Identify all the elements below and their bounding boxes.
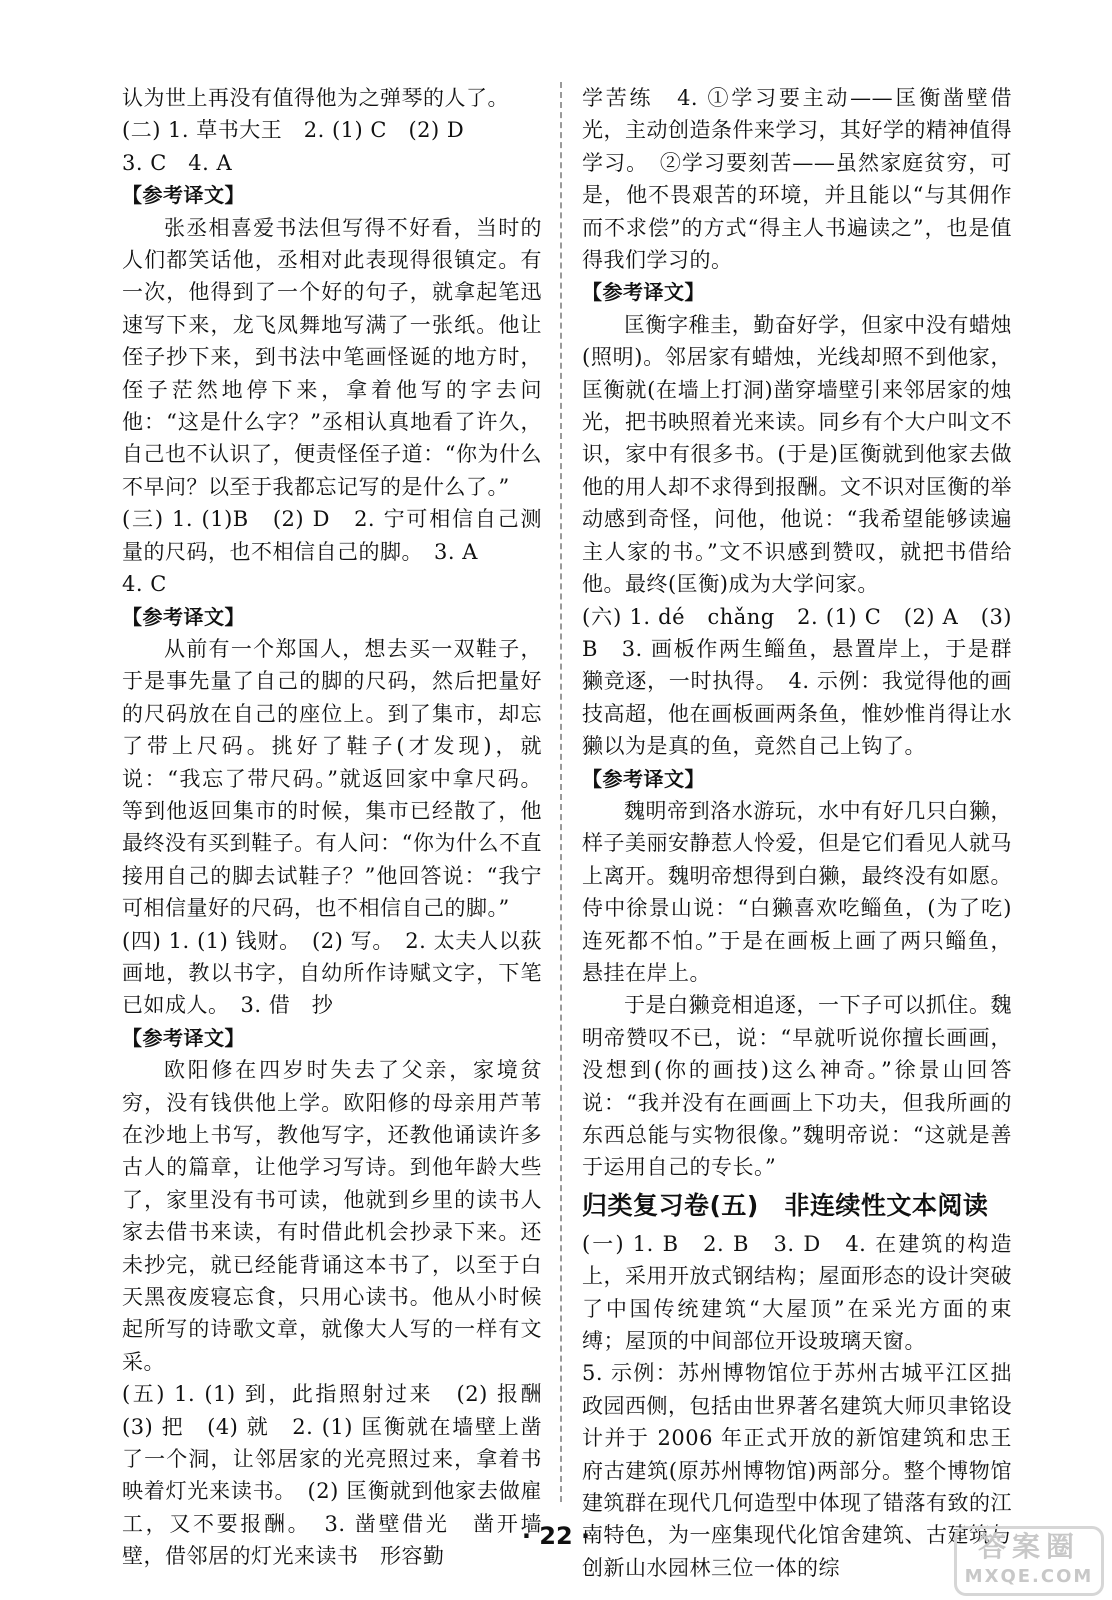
answer-paragraph: 3. C 4. A	[122, 150, 233, 175]
column-divider	[560, 82, 562, 1502]
right-column	[582, 82, 1012, 1584]
section-title: 归类复习卷(五) 非连续性文本阅读	[582, 1190, 989, 1220]
answer-paragraph: 4. C	[122, 572, 167, 597]
reference-translation-label: 【参考译文】	[582, 766, 705, 791]
reference-translation-label: 【参考译文】	[122, 183, 245, 208]
answer-paragraph: (六) 1. dé chǎng 2. (1) C (2) A (3) B 3. 画板作两生鲻鱼，悬置岸上，于是群獭竞逐，一时执得。 4. 示例：我觉得他的画技高超，他在画板画两条鱼，惟妙惟肖得让水獭以为是真的鱼，竟然自己上钩了。	[582, 604, 1012, 759]
translation-paragraph: 匡衡字稚圭，勤奋好学，但家中没有蜡烛(照明)。邻居家有蜡烛，光线却照不到他家，匡衡就(在墙上打洞)凿穿墙壁引来邻居家的烛光，把书映照着光来读。同乡有个大户叫文不识，家中有很多书。(于是)匡衡就到他家去做他的用人却不求得到报酬。文不识对匡衡的举动感到奇怪，问他，他说：“我希望能够读遍主人家的书。”文不识感到赞叹，就把书借给他。最终(匡衡)成为大学问家。	[582, 312, 1012, 597]
translation-paragraph: 欧阳修在四岁时失去了父亲，家境贫穷，没有钱供他上学。欧阳修的母亲用芦苇在沙地上书写，教他写字，还教他诵读许多古人的篇章，让他学习写诗。到他年龄大些了，家里没有书可读，他就到乡里的读书人家去借书来读，有时借此机会抄录下来。还未抄完，就已经能背诵这本书了，以至于白天黑夜废寝忘食，只用心读书。他从小时候起所写的诗歌文章，就像大人写的一样有文采。	[122, 1058, 542, 1374]
reference-translation-label: 【参考译文】	[122, 1025, 245, 1050]
answer-paragraph: (三) 1. (1)B (2) D 2. 宁可相信自己测量的尺码，也不相信自己的脚。 3. A	[122, 507, 542, 564]
translation-paragraph: 魏明帝到洛水游玩，水中有好几只白獭，样子美丽安静惹人怜爱，但是它们看见人就马上离开。魏明帝想得到白獭，最终没有如愿。侍中徐景山说：“白獭喜欢吃鲻鱼，(为了吃)连死都不怕。”于是在画板上画了两只鲻鱼，悬挂在岸上。	[582, 798, 1012, 985]
answer-paragraph: (四) 1. (1) 钱财。 (2) 写。 2. 太夫人以荻画地，教以书字，自幼所作诗赋文字，下笔已如成人。 3. 借 抄	[122, 928, 542, 1018]
page-number: · 22 ·	[521, 1522, 591, 1550]
reference-translation-label: 【参考译文】	[582, 280, 705, 305]
answer-paragraph: 学苦练 4. ①学习要主动——匡衡凿壁借光，主动创造条件来学习，其好学的精神值得学习。 ②学习要刻苦——虽然家庭贫穷，可是，他不畏艰苦的环境，并且能以“与其佣作而不求偿”的方式“得主人书遍读之”，也是值得我们学习的。	[582, 86, 1012, 273]
answer-paragraph: (二) 1. 草书大王 2. (1) C (2) D	[122, 118, 465, 143]
answer-paragraph: 5. 示例：苏州博物馆位于苏州古城平江区拙政园西侧，包括由世界著名建筑大师贝聿铭设计并于 2006 年正式开放的新馆建筑和忠王府古建筑(原苏州博物馆)两部分。整个博物馆建筑群在现代几何造型中体现了错落有致的江南特色，为一座集现代化馆舍建筑、古建筑与创新山水园林三位一体的综	[582, 1361, 1012, 1580]
translation-paragraph: 张丞相喜爱书法但写得不好看，当时的人们都笑话他，丞相对此表现得很镇定。有一次，他得到了一个好的句子，就拿起笔迅速写下来，龙飞凤舞地写满了一张纸。他让侄子抄下来，到书法中笔画怪诞的地方时，侄子茫然地停下来，拿着他写的字去问他：“这是什么字？”丞相认真地看了许久，自己也不认识了，便责怪侄子道：“你为什么不早问？以至于我都忘记写的是什么了。”	[122, 215, 542, 499]
watermark-bottom-text: MXQE.COM	[964, 1566, 1094, 1587]
reference-translation-label: 【参考译文】	[122, 604, 245, 629]
watermark-logo	[954, 1526, 1104, 1596]
watermark-top-text: 答案圈	[977, 1530, 1080, 1563]
answer-paragraph: 认为世上再没有值得他为之弹琴的人了。	[122, 86, 509, 110]
translation-paragraph: 从前有一个郑国人，想去买一双鞋子，于是事先量了自己的脚的尺码，然后把量好的尺码放在自己的座位上。到了集市，却忘了带上尺码。挑好了鞋子(才发现)，就说：“我忘了带尺码。”就返回家中拿尺码。等到他返回集市的时候，集市已经散了，他最终没有买到鞋子。有人问：“你为什么不直接用自己的脚去试鞋子？”他回答说：“我宁可相信量好的尺码，也不相信自己的脚。”	[122, 636, 542, 921]
answer-paragraph: (一) 1. B 2. B 3. D 4. 在建筑的构造上，采用开放式钢结构；屋面形态的设计突破了中国传统建筑“大屋顶”在采光方面的束缚；屋顶的中间部位开设玻璃天窗。	[582, 1231, 1012, 1354]
translation-paragraph: 于是白獭竞相追逐，一下子可以抓住。魏明帝赞叹不已，说：“早就听说你擅长画画，没想到(你的画技)这么神奇。”徐景山回答说：“我并没有在画画上下功夫，但我所画的东西总能与实物很像。”魏明帝说：“这就是善于运用自己的专长。”	[582, 993, 1012, 1180]
answer-paragraph: (五) 1. (1) 到，此指照射过来 (2) 报酬 (3) 把 (4) 就 2. (1) 匡衡就在墙壁上凿了一个洞，让邻居家的光亮照过来，拿着书映着灯光来读书。 (2) 匡衡就到他家去做雇工，又不要报酬。 3. 凿壁借光 凿开墙壁，借邻居的灯光来读书 形容勤	[122, 1382, 564, 1569]
